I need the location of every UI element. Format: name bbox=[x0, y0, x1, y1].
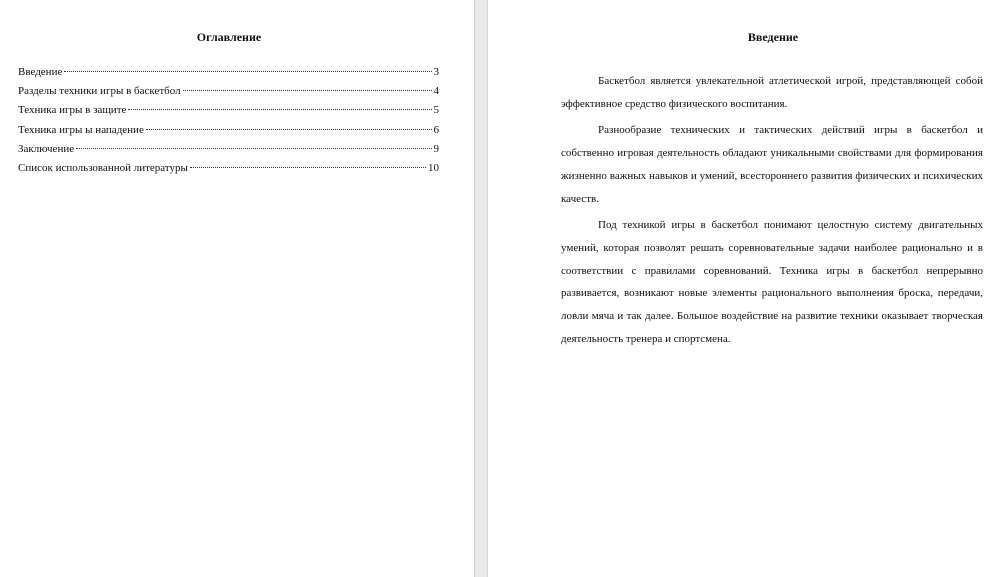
toc-entry[interactable] bbox=[18, 140, 439, 159]
toc-dot-leader bbox=[146, 129, 432, 130]
toc-dot-leader bbox=[64, 71, 431, 72]
toc-dot-leader bbox=[183, 90, 432, 91]
toc-heading: Оглавление bbox=[196, 30, 262, 44]
toc-entry[interactable] bbox=[18, 82, 439, 101]
toc-entry-title: Введение bbox=[18, 66, 63, 78]
toc-entry-page: 5 bbox=[433, 104, 439, 117]
page-introduction bbox=[488, 0, 1000, 577]
intro-body bbox=[561, 70, 983, 354]
intro-heading: Введение bbox=[747, 30, 799, 44]
toc-entry-title: Разделы техники игры в баскетбол bbox=[18, 85, 181, 98]
toc-entry-title: Заключение bbox=[18, 142, 75, 155]
toc-entry-title: Список использованной литературы bbox=[18, 161, 188, 174]
intro-paragraph: Баскетбол является увлекательной атлетической игрой, представляющей собой эффективное средство физического воспитания. bbox=[561, 75, 983, 110]
toc-entry-title: Техника игры в защите bbox=[18, 104, 127, 117]
toc-entry[interactable] bbox=[18, 101, 439, 120]
toc-entry[interactable] bbox=[18, 159, 439, 178]
intro-paragraph: Разнообразие технических и тактических действий игры в баскетбол и собственно игровая деятельность обладают уникальными свойствами для формирования жизненно важных навыков и умений, всестороннего развития физических и психических качеств. bbox=[561, 124, 983, 205]
toc-entry-page: 3 bbox=[433, 66, 439, 78]
toc-entry-page: 6 bbox=[433, 123, 439, 136]
toc-entry[interactable] bbox=[18, 63, 439, 82]
toc-dot-leader bbox=[128, 109, 431, 110]
toc-list bbox=[18, 63, 439, 178]
toc-entry-page: 10 bbox=[428, 161, 439, 174]
toc-dot-leader bbox=[190, 167, 426, 168]
toc-entry-page: 9 bbox=[433, 142, 439, 155]
page-table-of-contents bbox=[0, 0, 474, 577]
toc-entry[interactable] bbox=[18, 121, 439, 140]
page-separator bbox=[474, 0, 488, 577]
toc-entry-title: Техника игры ы нападение bbox=[18, 123, 144, 136]
toc-entry-page: 4 bbox=[433, 85, 439, 98]
toc-dot-leader bbox=[76, 148, 431, 149]
intro-paragraph: Под техникой игры в баскетбол понимают целостную систему двигательных умений, которая позволят решать соревновательные задачи наиболее рационально и в соответствии с правилами соревнований. Техника игры в баскетбол непрерывно развивается, возникают новые элементы рационального выполнения броска, передачи, ловли мяча и так далее. Большое воздействие на развитие техники оказывает творческая деятельность тренера и спортсмена. bbox=[561, 219, 983, 345]
